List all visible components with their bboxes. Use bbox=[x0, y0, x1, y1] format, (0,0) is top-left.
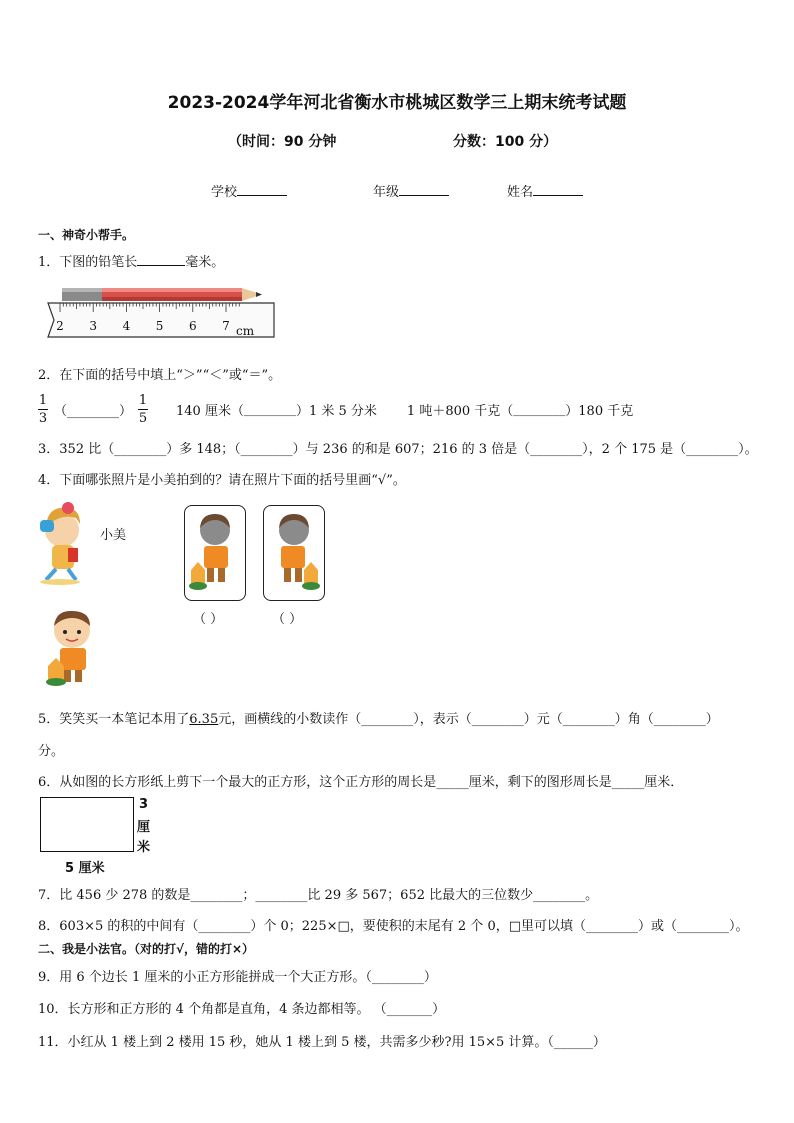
ruler-tick-label: 5 bbox=[155, 319, 164, 333]
question-1 bbox=[38, 251, 224, 270]
school-blank[interactable] bbox=[237, 183, 287, 196]
school-label: 学校 bbox=[211, 185, 238, 200]
q1-answer-blank[interactable] bbox=[137, 253, 185, 266]
q6-rectangle bbox=[40, 797, 134, 852]
photo-1-answer[interactable]: （ ） bbox=[193, 612, 224, 627]
boy-icon bbox=[44, 608, 104, 688]
q6-side-label-char-2: 米 bbox=[137, 840, 151, 855]
page-title: 2023-2024学年河北省衡水市桃城区数学三上期末统考试题 bbox=[167, 93, 627, 113]
boy-back-view-mirrored-icon bbox=[264, 506, 324, 600]
question-9: 9．用 6 个边长 1 厘米的小正方形能拼成一个大正方形。（________） bbox=[38, 970, 437, 985]
q2-fraction-one-fifth: $\frac{1}{5}$ bbox=[138, 392, 148, 426]
girl-xiaomei-icon bbox=[38, 500, 98, 586]
name-blank[interactable] bbox=[533, 183, 583, 196]
photo-option-2[interactable] bbox=[263, 505, 325, 601]
q5-prefix: 5．笑笑买一本笔记本用了 bbox=[38, 712, 190, 727]
grade-field[interactable] bbox=[373, 181, 449, 200]
ruler-tick-label: 4 bbox=[122, 319, 131, 333]
grade-label: 年级 bbox=[373, 185, 400, 200]
q2-blank-1[interactable]: （________） bbox=[54, 403, 133, 419]
question-3: 3．352 比（________）多 148；（________）与 236 的和是 607；216 的 3 倍是（________），2 个 175 是（________）。 bbox=[38, 442, 758, 457]
question-7: 7．比 456 少 278 的数是________；________比 29 多 567；652 比最大的三位数少________。 bbox=[38, 888, 599, 903]
question-6: 6．从如图的长方形纸上剪下一个最大的正方形，这个正方形的周长是_____厘米，剩下的图形周长是_____厘米． bbox=[38, 775, 684, 790]
q2-row bbox=[38, 391, 633, 427]
question-11: 11．小红从 1 楼上到 2 楼用 15 秒，她从 1 楼上到 5 楼，共需多少秒?用 15×5 计算。（______） bbox=[38, 1035, 606, 1050]
q2-blank-2[interactable]: ________ bbox=[243, 401, 296, 417]
photo-2-answer[interactable]: （ ） bbox=[272, 612, 303, 627]
q6-side-label-digit: 3 bbox=[139, 797, 149, 812]
q2-item-2-left: 140 厘米（ bbox=[176, 403, 244, 419]
q6-side-label-char-1: 厘 bbox=[137, 820, 151, 835]
pencil-icon bbox=[62, 288, 262, 301]
question-10: 10．长方形和正方形的 4 个角都是直角，4 条边都相等。 （_______） bbox=[38, 1002, 446, 1017]
q2-item-3-left: 1 吨＋800 千克（ bbox=[406, 403, 514, 419]
question-5-line-2: 分。 bbox=[38, 744, 65, 759]
pencil-ruler-illustration bbox=[40, 280, 280, 342]
question-8: 8．603×5 的积的中间有（________）个 0；225×□，要使积的末尾有 2 个 0，□里可以填（________）或（________）。 bbox=[38, 919, 749, 934]
name-label: 姓名 bbox=[507, 185, 534, 200]
boy-back-view-icon bbox=[185, 506, 245, 600]
q2-item-3-right: ）180 千克 bbox=[565, 403, 634, 419]
question-2: 2．在下面的括号中填上“＞”“＜”或“＝”。 bbox=[38, 368, 282, 383]
grade-blank[interactable] bbox=[399, 183, 449, 196]
section-1-title: 一、神奇小帮手。 bbox=[38, 228, 135, 242]
q6-bottom-label: 5 厘米 bbox=[65, 861, 105, 876]
section-2-title: 二、我是小法官。（对的打√，错的打×） bbox=[38, 942, 255, 956]
q5-underlined-number: 6.35 bbox=[189, 712, 219, 727]
ruler-tick-label: 7 bbox=[222, 319, 230, 333]
girl-label: 小美 bbox=[100, 528, 127, 543]
exam-score: 分数：100 分） bbox=[453, 134, 558, 150]
ruler-unit: cm bbox=[236, 324, 255, 338]
ruler-tick-label: 6 bbox=[188, 319, 197, 333]
question-5 bbox=[38, 708, 719, 727]
q5-suffix: 元，画横线的小数读作（________），表示（________）元（________）角（________） bbox=[218, 712, 719, 727]
photo-option-1[interactable] bbox=[184, 505, 246, 601]
q1-suffix: 毫米。 bbox=[185, 255, 225, 270]
q2-blank-3[interactable]: ________ bbox=[513, 401, 566, 417]
name-field[interactable] bbox=[507, 181, 583, 200]
ruler-tick-label: 3 bbox=[89, 319, 98, 333]
q2-item-2-right: ）1 米 5 分米 bbox=[295, 403, 377, 419]
question-4: 4．下面哪张照片是小美拍到的？请在照片下面的括号里画“√”。 bbox=[38, 473, 406, 488]
ruler-tick-label: 2 bbox=[56, 319, 64, 333]
q1-prefix: 1．下图的铅笔长 bbox=[38, 255, 138, 270]
exam-time: （时间：90 分钟 bbox=[228, 134, 337, 150]
school-field[interactable] bbox=[211, 181, 287, 200]
q2-fraction-one-third: $\frac{1}{3}$ bbox=[38, 392, 48, 426]
